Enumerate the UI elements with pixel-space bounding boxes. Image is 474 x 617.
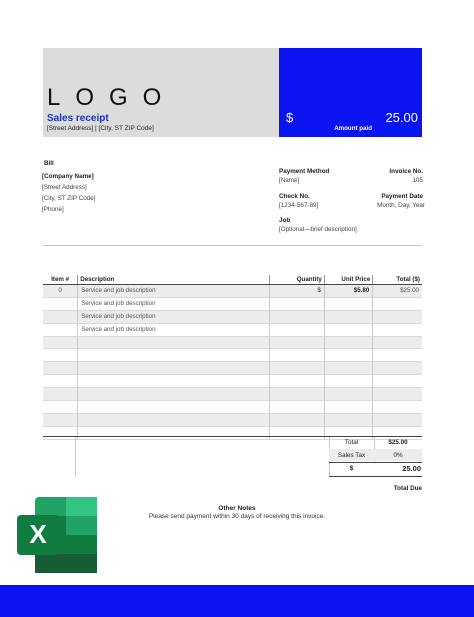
line-total-cell[interactable] [373, 426, 422, 439]
col-total-header: Total ($) [373, 275, 422, 285]
quantity-cell[interactable] [270, 426, 325, 439]
payment-date-value: Month, Day, Year [377, 202, 425, 209]
table-row[interactable] [43, 310, 422, 323]
quantity-cell[interactable] [270, 323, 325, 336]
items-table [43, 275, 422, 440]
unit-price-cell[interactable]: $5.80 [324, 285, 372, 298]
unit-price-cell[interactable] [324, 336, 372, 349]
line-total-cell[interactable] [373, 336, 422, 349]
check-no-label: Check No. [279, 193, 310, 200]
total-label: Total [344, 439, 359, 446]
other-notes-body: Please send payment within 30 days of receiving this invoice. [148, 513, 326, 520]
payment-method-value: [Name] [279, 177, 300, 184]
table-row[interactable] [43, 323, 422, 336]
table-row[interactable] [43, 401, 422, 414]
amount-paid-value: 25.00 [385, 110, 418, 125]
grand-total-symbol: $ [349, 465, 354, 472]
check-no-value: [1234-567-89] [279, 202, 319, 209]
section-divider [43, 245, 422, 246]
item-number-cell[interactable] [43, 323, 78, 336]
line-total-cell[interactable] [373, 362, 422, 375]
quantity-cell[interactable] [270, 375, 325, 388]
col-quantity-header: Quantity [270, 275, 325, 285]
table-row[interactable] [43, 336, 422, 349]
table-row[interactable] [43, 375, 422, 388]
currency-symbol: $ [286, 110, 294, 125]
line-total-cell[interactable] [373, 349, 422, 362]
table-header-row [43, 275, 422, 285]
description-cell[interactable]: Service and job description [78, 310, 270, 323]
sales-tax-value: 0% [393, 452, 403, 459]
line-total-cell[interactable] [373, 323, 422, 336]
item-number-cell[interactable] [43, 426, 78, 439]
table-row[interactable] [43, 426, 422, 439]
total-due-label: Total Due [393, 485, 422, 492]
item-number-cell[interactable]: 0 [43, 285, 78, 298]
grand-total-value: 25.00 [402, 464, 421, 473]
unit-price-cell[interactable] [324, 388, 372, 401]
item-number-cell[interactable] [43, 336, 78, 349]
bill-city: [City, ST ZIP Code] [42, 195, 96, 202]
unit-price-cell[interactable] [324, 349, 372, 362]
description-cell[interactable] [78, 336, 270, 349]
unit-price-cell[interactable] [324, 297, 372, 310]
quantity-cell[interactable] [270, 388, 325, 401]
item-number-cell[interactable] [43, 310, 78, 323]
totals-top-rule [43, 436, 422, 437]
unit-price-cell[interactable] [324, 426, 372, 439]
quantity-cell[interactable] [270, 349, 325, 362]
item-number-cell[interactable] [43, 401, 78, 414]
unit-price-cell[interactable] [324, 362, 372, 375]
bill-company: [Company Name] [42, 173, 94, 180]
document-title: Sales receipt [47, 113, 109, 124]
bill-phone: [Phone] [42, 206, 64, 213]
sales-tax-label: Sales Tax [337, 452, 366, 459]
line-total-cell[interactable] [373, 297, 422, 310]
excel-icon-letter: X [29, 519, 47, 549]
item-number-cell[interactable] [43, 375, 78, 388]
description-cell[interactable]: Service and job description [78, 285, 270, 298]
unit-price-cell[interactable] [324, 323, 372, 336]
item-number-cell[interactable] [43, 413, 78, 426]
table-row[interactable] [43, 362, 422, 375]
footer-bar [0, 585, 474, 617]
item-number-cell[interactable] [43, 362, 78, 375]
company-address: [Street Address] | [City, ST ZIP Code] [47, 125, 154, 132]
col-item-header: Item # [43, 275, 78, 285]
table-row[interactable] [43, 285, 422, 298]
col-unit-price-header: Unit Price [324, 275, 372, 285]
description-cell[interactable] [78, 375, 270, 388]
table-row[interactable] [43, 349, 422, 362]
line-total-cell[interactable] [373, 310, 422, 323]
line-total-cell[interactable]: $25.00 [373, 285, 422, 298]
description-cell[interactable] [78, 388, 270, 401]
quantity-cell[interactable] [270, 362, 325, 375]
bill-street: [Street Address] [42, 184, 87, 191]
table-row[interactable] [43, 297, 422, 310]
description-cell[interactable] [78, 362, 270, 375]
quantity-cell[interactable] [270, 310, 325, 323]
quantity-cell[interactable] [270, 401, 325, 414]
description-cell[interactable]: Service and job description [78, 323, 270, 336]
quantity-cell[interactable]: $ [270, 285, 325, 298]
description-cell[interactable] [78, 349, 270, 362]
unit-price-cell[interactable] [324, 401, 372, 414]
unit-price-cell[interactable] [324, 375, 372, 388]
table-row[interactable] [43, 413, 422, 426]
item-number-cell[interactable] [43, 388, 78, 401]
unit-price-cell[interactable] [324, 413, 372, 426]
payment-method-label: Payment Method [279, 168, 330, 175]
logo: LOGO [47, 84, 177, 111]
bill-label: Bill [44, 160, 54, 167]
unit-price-cell[interactable] [324, 310, 372, 323]
line-total-cell[interactable] [373, 401, 422, 414]
item-number-cell[interactable] [43, 297, 78, 310]
description-cell[interactable] [78, 401, 270, 414]
description-cell[interactable] [78, 413, 270, 426]
quantity-cell[interactable] [270, 413, 325, 426]
line-total-cell[interactable] [373, 375, 422, 388]
item-number-cell[interactable] [43, 349, 78, 362]
other-notes-title: Other Notes [218, 505, 256, 512]
amount-paid-label: Amount paid [334, 125, 372, 132]
description-cell[interactable] [78, 426, 270, 439]
description-cell[interactable]: Service and job description [78, 297, 270, 310]
quantity-cell[interactable] [270, 297, 325, 310]
payment-date-label: Payment Date [381, 193, 423, 200]
table-row[interactable] [43, 388, 422, 401]
job-value: [Optional—brief description] [279, 226, 357, 233]
excel-icon [17, 497, 99, 573]
grand-total-bottom-rule [329, 476, 422, 477]
line-total-cell[interactable] [373, 388, 422, 401]
grand-total-rule [329, 462, 422, 463]
total-value: $25.00 [388, 439, 408, 446]
totals-left-rule [75, 437, 76, 477]
invoice-no-label: Invoice No. [389, 168, 423, 175]
quantity-cell[interactable] [270, 336, 325, 349]
invoice-no-value: 105 [412, 177, 423, 184]
line-total-cell[interactable] [373, 413, 422, 426]
job-label: Job [279, 217, 291, 224]
col-description-header: Description [78, 275, 270, 285]
